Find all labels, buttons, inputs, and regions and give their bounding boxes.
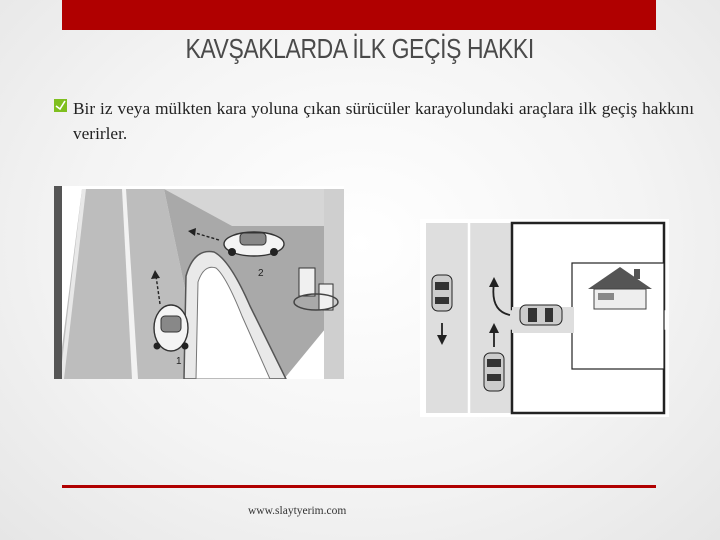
car-one-icon bbox=[154, 305, 189, 351]
car-left-icon bbox=[432, 275, 452, 311]
slide-title: KAVŞAKLARDA İLK GEÇİŞ HAKKI bbox=[185, 33, 534, 64]
bullet-item bbox=[54, 96, 694, 146]
bullet-square-icon bbox=[54, 99, 67, 112]
top-accent-bar bbox=[62, 0, 656, 30]
bottom-accent-line bbox=[62, 485, 656, 488]
road-illustration-perspective bbox=[54, 186, 344, 379]
car-bottom-icon bbox=[484, 353, 504, 391]
footer-url: www.slaytyerim.com bbox=[248, 505, 347, 517]
road-illustration-topdown bbox=[420, 219, 669, 417]
car-label-2: 2 bbox=[258, 268, 264, 279]
car-two-icon bbox=[224, 232, 284, 256]
car-driveway-icon bbox=[520, 305, 562, 325]
bullet-text: Bir iz veya mülkten kara yoluna çıkan sürücüler karayolundaki araçlara ilk geçiş hakkını verirler. bbox=[73, 99, 694, 143]
car-label-1: 1 bbox=[176, 356, 182, 367]
